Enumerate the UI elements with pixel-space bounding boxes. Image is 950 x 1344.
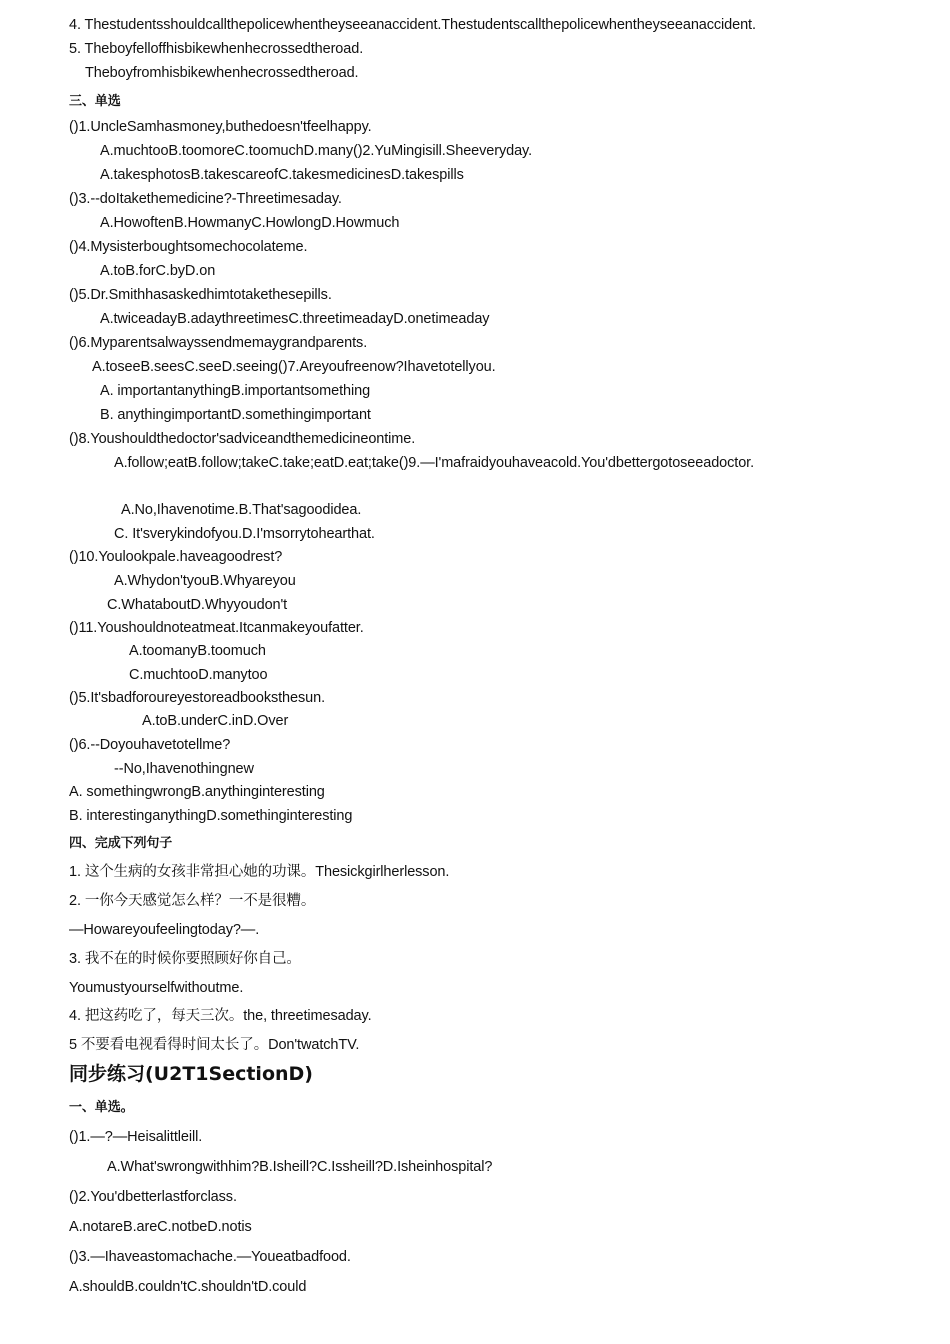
sentence-line: 3. 我不在的时候你要照顾好你自己。 [69,951,301,967]
section-title: 同步练习(U2T1SectionD) [69,1063,313,1085]
question-line: ()10.Youlookpale.haveagoodrest? [69,549,283,565]
answer-line: --No,Ihavenothingnew [114,761,254,777]
option-line: B. anythingimportantD.somethingimportant [100,407,371,423]
section-heading: 三、单选 [69,94,121,109]
question-line: ()5.Dr.Smithhasaskedhimtotakethesepills. [69,287,332,303]
text-line: 4. Thestudentsshouldcallthepolicewhentheyseeanaccident.Thestudentscallthepolicewhentheyseeanaccident. [69,17,756,33]
sentence-line: 1. 这个生病的女孩非常担心她的功课。Thesickgirlherlesson. [69,864,450,880]
option-line: A.toseeB.seesC.seeD.seeing()7.Areyoufreenow?Ihavetotellyou. [92,359,496,375]
question-line: ()6.Myparentsalwayssendmemaygrandparents. [69,335,368,351]
option-line: A. importantanythingB.importantsomething [100,383,371,399]
sentence-line: 2. 一你今天感觉怎么样？一不是很糟。 [69,893,316,909]
sentence-line: 5 不要看电视看得时间太长了。Don'twatchTV. [69,1037,360,1053]
question-line: ()3.—Ihaveastomachache.—Youeatbadfood. [69,1249,351,1265]
option-line: A.muchtooB.toomoreC.toomuchD.many()2.YuMingisill.Sheeveryday. [100,143,533,159]
question-line: ()4.Mysisterboughtsomechocolateme. [69,239,308,255]
option-line: C.WhataboutD.Whyyoudon't [107,597,288,613]
question-line: ()6.--Doyouhavetotellme? [69,737,231,753]
option-line: A.toB.forC.byD.on [100,263,216,279]
question-line: ()1.—?—Heisalittleill. [69,1129,203,1145]
option-line: A.toB.underC.inD.Over [142,713,289,729]
option-line: A. somethingwrongB.anythinginteresting [69,784,325,800]
question-line: ()3.--doItakethemedicine?-Threetimesaday. [69,191,342,207]
option-line: B. interestinganythingD.somethinginteresting [69,808,353,824]
option-line: A.HowoftenB.HowmanyC.HowlongD.Howmuch [100,215,400,231]
sentence-line: —Howareyoufeelingtoday?—. [69,922,260,938]
text-line: Theboyfromhisbikewhenhecrossedtheroad. [85,65,359,81]
option-line: A.shouldB.couldn'tC.shouldn'tD.could [69,1279,307,1295]
section-heading: 一、单选。 [69,1100,134,1115]
option-line: A.notareB.areC.notbeD.notis [69,1219,252,1235]
text-line: 5. Theboyfelloffhisbikewhenhecrossedtheroad. [69,41,364,57]
section-heading: 四、完成下列句子 [69,836,173,851]
sentence-line: 4. 把这药吃了，每天三次。the, threetimesaday. [69,1008,372,1024]
option-line: A.follow;eatB.follow;takeC.take;eatD.eat;take()9.—I'mafraidyouhaveacold.You'dbettergotoseeadoctor. [114,455,755,471]
option-line: A.Whydon'tyouB.Whyareyou [114,573,296,589]
option-line: C.muchtooD.manytoo [129,667,268,683]
question-line: ()5.It'sbadforoureyestoreadbooksthesun. [69,690,325,706]
question-line: ()8.Youshouldthedoctor'sadviceandthemedicineontime. [69,431,416,447]
option-line: A.No,Ihavenotime.B.That'sagoodidea. [121,502,362,518]
option-line: A.What'swrongwithhim?B.Isheill?C.Issheill?D.Isheinhospital? [107,1159,493,1175]
option-line: A.twiceadayB.adaythreetimesC.threetimeadayD.onetimeaday [100,311,490,327]
option-line: C. It'sverykindofyou.D.I'msorrytohearthat. [114,526,375,542]
option-line: A.takesphotosB.takescareofC.takesmedicinesD.takespills [100,167,464,183]
question-line: ()11.Youshouldnoteatmeat.Itcanmakeyoufatter. [69,620,364,636]
question-line: ()1.UncleSamhasmoney,buthedoesn'tfeelhappy. [69,119,372,135]
question-line: ()2.You'dbetterlastforclass. [69,1189,237,1205]
sentence-line: Youmustyourselfwithoutme. [69,980,244,996]
option-line: A.toomanyB.toomuch [129,643,266,659]
